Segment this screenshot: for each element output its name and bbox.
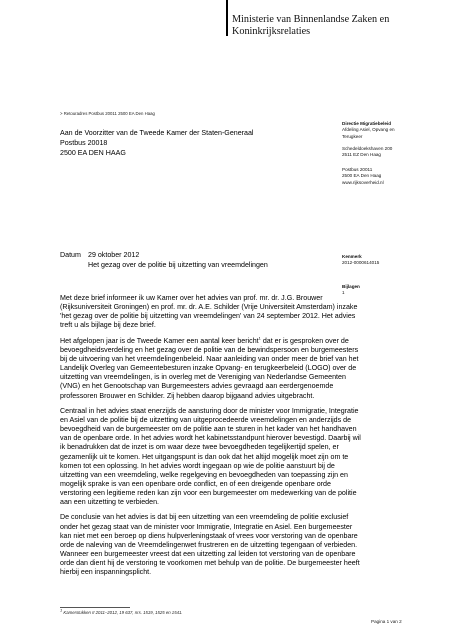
body-line: De conclusie van het advies is dat bij een uitzetting van een vreemdeling de politie exclusief <box>60 513 349 522</box>
letter-meta <box>60 251 268 270</box>
sidebar-visit-line-1: Schedeldoekshaven 200 <box>342 146 393 151</box>
body-line: bevoegdheidsverdeling en het gezag over de politie van de bewindspersoon en burgemeesters <box>60 345 359 354</box>
sidebar-dept-line-1: Afdeling Asiel, Opvang en <box>342 127 395 133</box>
body-line: orde de naleving van de Vreemdelingenwet frustreren en de uitzetting tegengaan of verbieden. <box>60 540 358 549</box>
body-line: 'het gezag over de politie bij uitzetting van vreemdelingen' van 24 september 2012. Het advies <box>60 312 356 321</box>
addressee-line-1: Aan de Voorzitter van de Tweede Kamer der Staten-Generaal <box>60 129 254 137</box>
body-line: (VNG) en het Genootschap van Burgemeesters advies gevraagd aan eerdergenoemde <box>60 382 334 391</box>
body-line: uitzetting van vreemdelingen, is in overleg met de Vereniging van Nederlandse Gemeenten <box>60 373 346 382</box>
addressee-block <box>60 128 254 158</box>
body-line: onder het gezag staat van de minister voor Immigratie, Integratie en Asiel. Een burgemeester <box>60 522 353 531</box>
body-line: Centraal in het advies staat enerzijds de aansturing door de minister voor Immigratie, Integratie <box>60 406 359 415</box>
body-line: ik benadrukken dat de inzet is om waar deze twee bevoegdheden tegelijkertijd spelen, er <box>60 443 339 452</box>
footnote-text: Kamerstukken II 2011–2012, 19 637, nrs. 1519, 1525 en 1541. <box>62 610 183 615</box>
body-line <box>60 337 360 346</box>
addressee-line-3: 2500 EA DEN HAAG <box>60 149 126 157</box>
sidebar-post-line-1: Postbus 20011 <box>342 167 373 172</box>
body-line: verstoring een legitieme reden kan zijn voor een burgemeester om medewerking van de politie <box>60 489 357 498</box>
sidebar-dept-line-2: Terugkeer <box>342 133 363 139</box>
body-line: bevoegdheid van de burgemeester om de politie aan te sturen in het kader van het handhaven <box>60 425 357 434</box>
body-line: treft u als bijlage bij deze brief. <box>60 321 156 330</box>
ministry-name-line-1: Ministerie van Binnenlandse Zaken en <box>232 14 390 25</box>
letter-body <box>60 294 360 584</box>
datum-row <box>60 251 268 261</box>
body-line: bij de uitvoering van het vreemdelingenbeleid. Naar aanleiding van onder meer de brief van het <box>60 354 359 363</box>
ministry-name-line-2: Koninkrijksrelaties <box>232 26 311 37</box>
body-line: mogelijk sprake is van een openbare orde conflict, en of een dreigende openbare orde <box>60 479 331 488</box>
body-line: hierbij een inspanningsplicht. <box>60 568 152 577</box>
footnote-number: 1 <box>60 607 63 613</box>
footnote <box>60 607 183 615</box>
body-line: en Asiel van de politie bij de uitzetting van uitgeprocedeerde vreemdelingen en anderzijds de <box>60 415 352 424</box>
sidebar-post-line-2: 2500 EA Den Haag <box>342 173 382 179</box>
bijlagen-value: 1 <box>342 290 345 296</box>
sidebar-visit-line-2: 2511 EZ Den Haag <box>342 152 381 158</box>
body-line: van de openbare orde. In het advies wordt het kabinetsstandpunt hierover bevestigd. Daarbij wil <box>60 434 361 443</box>
addressee-line-2: Postbus 20018 <box>60 139 108 147</box>
footnote-ref: 1 <box>258 335 261 341</box>
paragraph-1 <box>60 294 360 331</box>
logo-bar <box>226 0 228 36</box>
return-address: > Retouradres Postbus 20011 2500 EA Den Haag <box>60 111 155 116</box>
sidebar-post-address <box>342 167 384 186</box>
body-line: komen tot een oplossing. In het advies wordt ingegaan op wie de politie aanstuurt bij de <box>60 461 335 470</box>
body-line: Landelijk Overleg van Gemeentebesturen inzake Opvang- en terugkeerbeleid (LOGO) over de <box>60 364 357 373</box>
body-line: (Rijksuniversiteit Groningen) en prof. mr. dr. A.E. Schilder (Vrije Universiteit Amsterdam) inzake <box>60 303 358 312</box>
ministry-letterhead <box>232 14 389 38</box>
paragraph-3 <box>60 407 360 508</box>
footnote-divider <box>60 607 130 608</box>
body-line: professoren Brouwer en Schilder. Zij hebben daarop bijgaand advies uitgebracht. <box>60 391 315 400</box>
body-line: gezamenlijk uit te komen. Het uitgangspunt is dan ook dat het altijd mogelijk moet zijn om te <box>60 452 349 461</box>
sidebar-visit-address <box>342 146 392 159</box>
sidebar-kenmerk <box>342 254 379 267</box>
body-line: Met deze brief informeer ik uw Kamer over het advies van prof. mr. dr. J.G. Brouwer <box>60 294 323 302</box>
page-number: Pagina 1 van 2 <box>371 619 402 624</box>
body-line: uitzetting van een vreemdeling, welke regelgeving en bevoegdheden van toepassing zijn en <box>60 470 348 479</box>
kenmerk-value: 2012-0000614015 <box>342 260 380 266</box>
datum-value: 29 oktober 2012 <box>88 251 140 259</box>
sidebar-dept-title: Directie Migratiebeleid <box>342 121 392 126</box>
body-line: orde dan dient hij de verstoring te voorkomen met behulp van de politie. De burgemeester heeft <box>60 559 360 568</box>
sidebar-department <box>342 121 395 140</box>
datum-label: Datum <box>60 251 81 259</box>
betreft-value: Het gezag over de politie bij uitzetting van vreemdelingen <box>88 260 268 269</box>
paragraph-4 <box>60 513 360 577</box>
body-line-text: Het afgelopen jaar is de Tweede Kamer een aantal keer bericht <box>60 336 259 345</box>
body-line: Wanneer een burgemeester vreest dat een uitzetting zal leiden tot verstoring van de openbare <box>60 550 356 559</box>
sidebar-website-link[interactable]: www.rijksoverheid.nl <box>342 179 384 185</box>
bijlagen-label: Bijlagen <box>342 284 360 289</box>
paragraph-2 <box>60 337 360 401</box>
kenmerk-label: Kenmerk <box>342 254 362 259</box>
body-line: aan een uitzetting te verbieden. <box>60 498 159 507</box>
body-line: kan niet met een beroep op diens hulpverleningstaak of vrees voor verstoring van de openbare <box>60 531 358 540</box>
body-line-text: dat er is gesproken over de <box>260 336 349 345</box>
betreft-spacer <box>60 261 88 271</box>
betreft-row <box>60 261 268 271</box>
